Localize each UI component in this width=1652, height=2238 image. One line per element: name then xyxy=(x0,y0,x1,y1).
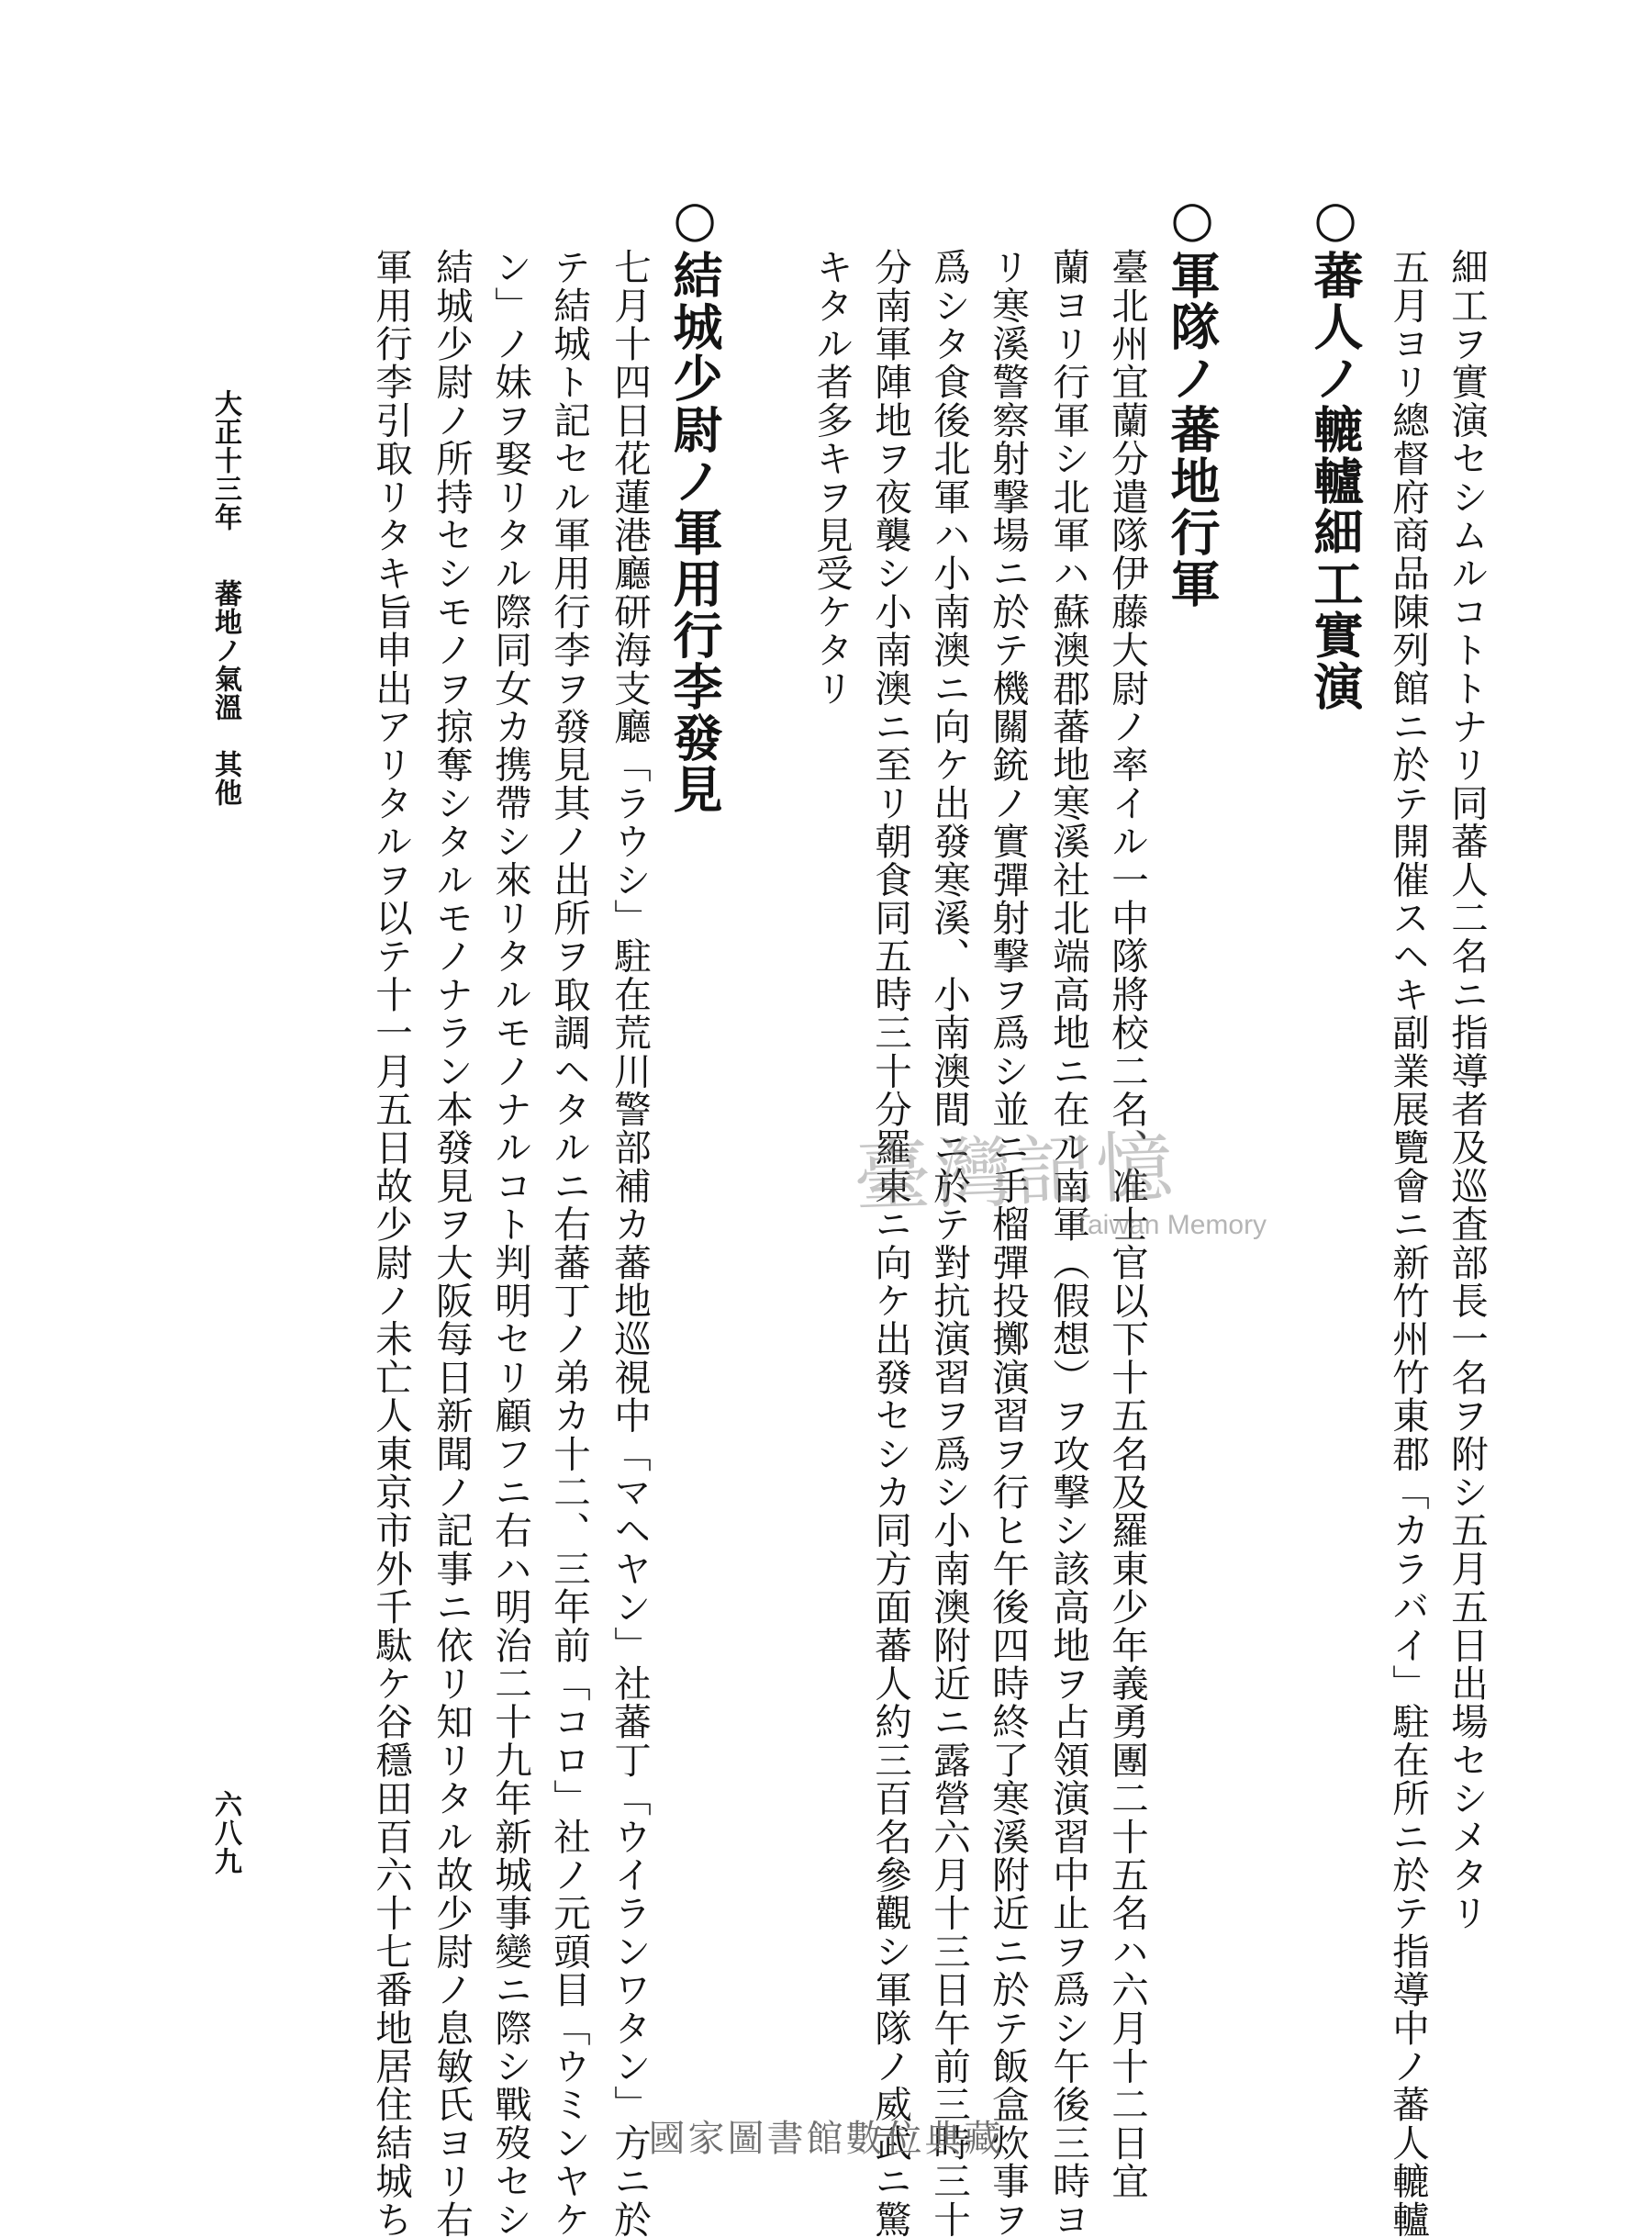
section-3-line-5: 軍用行李引取リタキ旨申出アリタルヲ以テ十一月五日故少尉ノ未亡人東京市外千駄ケ谷穩田百六十七番地居住結城ち xyxy=(369,248,413,2238)
footer-subtitle: 蕃地ノ氣溫 其他 xyxy=(209,579,241,807)
section-2-line-4: 爲シタ食後北軍ハ小南澳ニ向ケ出發寒溪、小南澳間ニ於テ對抗演習ヲ爲シ小南澳附近ニ露營六月十三日午前三時三十 xyxy=(927,248,971,2238)
section-2-line-6: キタル者多キヲ見受ケタリ xyxy=(809,248,854,708)
taiwan-memory-watermark: 臺灣記憶 xyxy=(852,1121,1178,1224)
section-2-line-5: 分南軍陣地ヲ夜襲シ小南澳ニ至リ朝食同五時三十分羅東ニ向ケ出發セシカ同方面蕃人約三百名參觀シ軍隊ノ威武ニ驚 xyxy=(868,248,912,2238)
section-3-line-1: 七月十四日花蓮港廳研海支廳「ラウシ」駐在荒川警部補カ蕃地巡視中「マヘヤン」社蕃丁「ウイランワタン」方ニ於 xyxy=(608,248,652,2238)
section-3-line-2: テ結城ト記セル軍用行李ヲ發見其ノ出所ヲ取調ヘタルニ右蕃丁ノ弟カ十二、三年前「コロ」社ノ元頭目「ウミンヤケ xyxy=(547,248,591,2238)
library-credit: 國家圖書館數位典藏 xyxy=(648,2118,1004,2160)
section-1-line-2: 細工ヲ實演セシムルコトトナリ同蕃人二名ニ指導者及巡査部長一名ヲ附シ五月五日出場セシメタリ xyxy=(1445,248,1489,1932)
section-2-line-2: 蘭ヨリ行軍シ北軍ハ蘇澳郡蕃地寒溪社北端高地ニ在ル南軍（假想）ヲ攻撃シ該高地ヲ占領演習中止ヲ爲シ午後三時ヨ xyxy=(1046,248,1090,2238)
section-3-heading: ○結城少尉ノ軍用行李發見 xyxy=(665,189,724,815)
footer-year: 大正十三年 xyxy=(209,389,241,532)
section-1-line-1: 五月ヨリ總督府商品陳列館ニ於テ開催スヘキ副業展覽會ニ新竹州竹東郡「カラバイ」駐在所ニ於テ指導中ノ蕃人轆轤 xyxy=(1386,248,1430,2238)
section-2-line-3: リ寒溪警察射撃場ニ於テ機關銃ノ實彈射撃ヲ爲シ並ニ手榴彈投擲演習ヲ行ヒ午後四時終了寒溪附近ニ於テ飯盒炊事ヲ xyxy=(986,248,1030,2238)
section-3-line-3: ン」ノ妹ヲ娶リタル際同女カ携帶シ來リタルモノナルコト判明セリ顧フニ右ハ明治二十九年新城事變ニ際シ戰歿セシ xyxy=(488,248,532,2238)
taiwan-memory-watermark-english: Taiwan Memory xyxy=(1074,1210,1267,1240)
section-1-heading: ○蕃人ノ轆轤細工實演 xyxy=(1306,189,1365,712)
page-number: 六八九 xyxy=(209,1790,241,1875)
section-2-heading: ○軍隊ノ蕃地行軍 xyxy=(1163,189,1222,610)
footer-running-title xyxy=(211,389,239,807)
section-2-line-1: 臺北州宜蘭分遣隊伊藤大尉ノ率イル一中隊將校二名、准士官以下十五名及羅東少年義勇團二十五名ハ六月十二日宜 xyxy=(1105,248,1149,2200)
section-3-line-4: 結城少尉ノ所持セシモノヲ掠奪シタルモノナラン本發見ヲ大阪每日新聞ノ記事ニ依リ知リタル故少尉ノ息敏氏ヨリ右 xyxy=(430,248,474,2238)
